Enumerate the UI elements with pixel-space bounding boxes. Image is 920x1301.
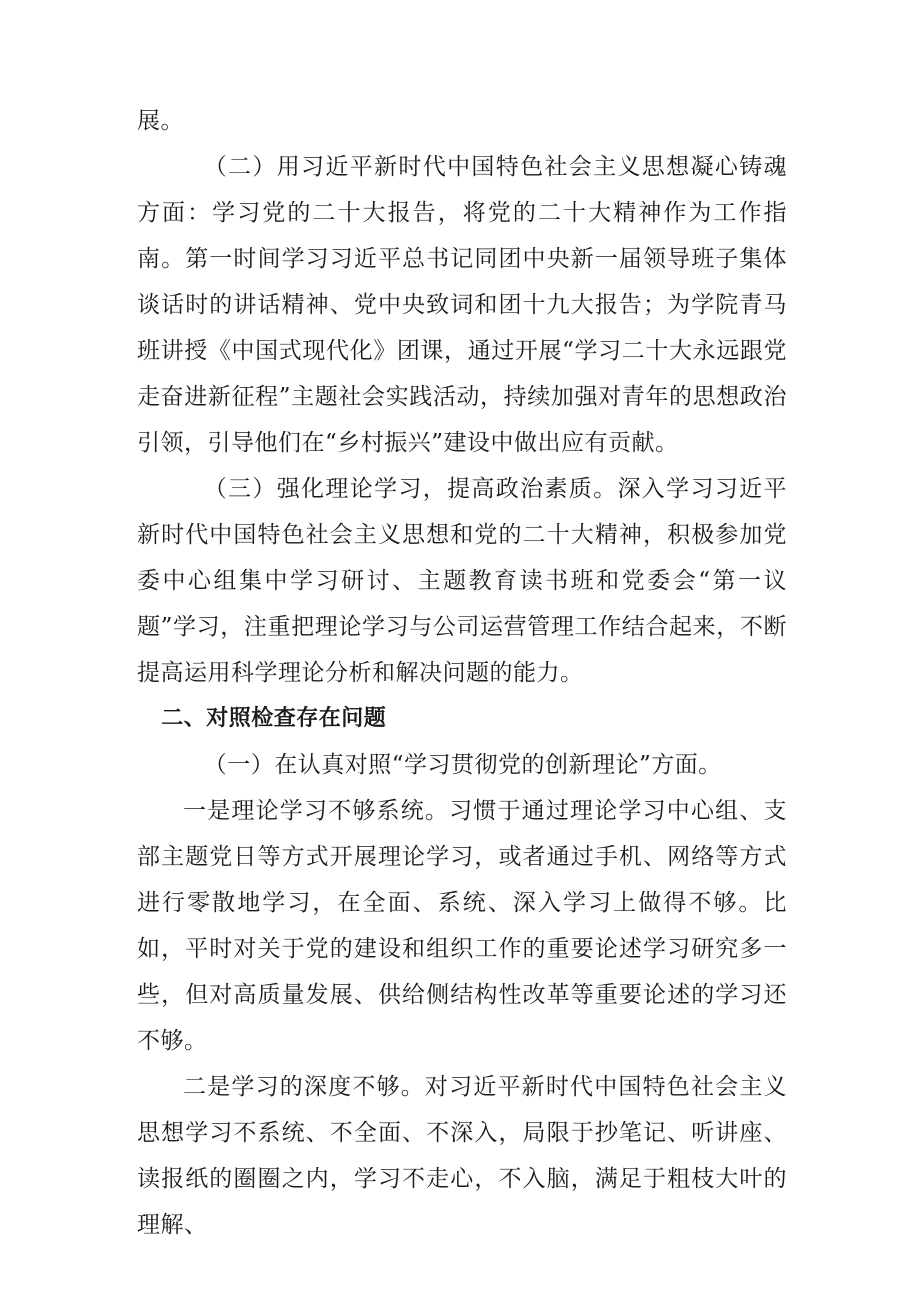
paragraph-section-3: （三）强化理论学习，提高政治素质。深入学习习近平新时代中国特色社会主义思想和党的二十大精神，积极参加党委中心组集中学习研讨、主题教育读书班和党委会“第一议题”学习，注重把理论学习与公司运营管理工作结合起来，不断提高运用科学理论分析和解决问题的能力。 — [137, 476, 787, 686]
document-body — [137, 98, 787, 1248]
paragraph-section-2: （二）用习近平新时代中国特色社会主义思想凝心铸魂方面：学习党的二十大报告，将党的二十大精神作为工作指南。第一时间学习习近平总书记同团中央新一届领导班子集体谈话时的讲话精神、党中央致词和团十九大报告；为学院青马班讲授《中国式现代化》团课，通过开展“学习二十大永远跟党走奋进新征程”主题社会实践活动，持续加强对青年的思想政治引领，引导他们在“乡村振兴”建设中做出应有贡献。 — [137, 154, 787, 456]
paragraph-continuation: 展。 — [137, 108, 184, 134]
paragraph-point-2: 二是学习的深度不够。对习近平新时代中国特色社会主义思想学习不系统、不全面、不深入，局限于抄笔记、听讲座、读报纸的圈圈之内，学习不走心，不入脑，满足于粗枝大叶的理解、 — [137, 1074, 787, 1238]
paragraph-point-1: 一是理论学习不够系统。习惯于通过理论学习中心组、支部主题党日等方式开展理论学习，或者通过手机、网络等方式进行零散地学习，在全面、系统、深入学习上做得不够。比如，平时对关于党的建设和组织工作的重要论述学习研究多一些，但对高质量发展、供给侧结构性改革等重要论述的学习还不够。 — [137, 798, 787, 1054]
section-heading: 二、对照检查存在问题 — [161, 706, 387, 731]
paragraph-subsection-1: （一）在认真对照“学习贯彻党的创新理论”方面。 — [203, 752, 722, 778]
